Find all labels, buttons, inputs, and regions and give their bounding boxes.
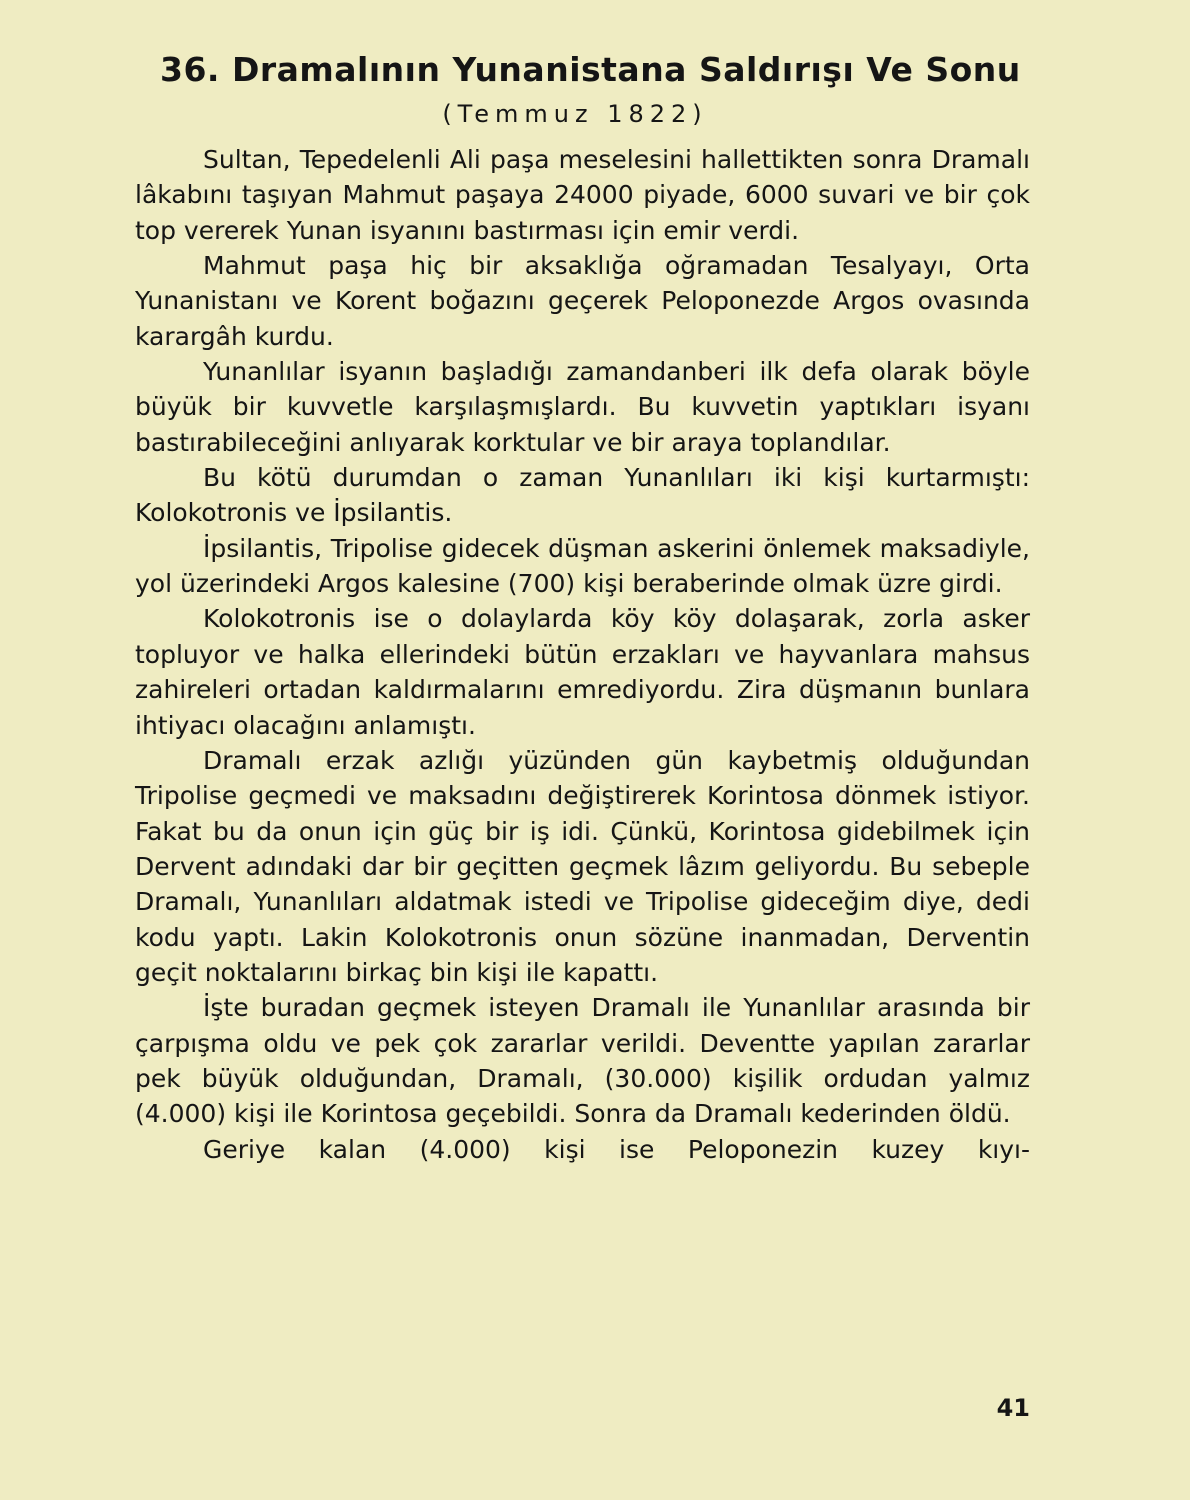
paragraph: Kolokotronis ise o dolaylarda köy köy dolaşarak, zorla asker topluyor ve halka ellerindeki bütün erzakları ve hayvanlara mahsus zahireleri ortadan kaldırmalarını emrediyordu. Zira düşmanın bunlara ihtiyacı olacağını anlamıştı. [135,604,1030,740]
chapter-title: 36. Dramalının Yunanistana Saldırışı Ve Sonu [160,50,1021,89]
paragraph: Geriye kalan (4.000) kişi ise Peloponezin kuzey kıyı- [203,1134,1030,1164]
paragraph: Bu kötü durumdan o zaman Yunanlıları iki kişi kurtarmıştı: Kolokotronis ve İpsilantis. [135,463,1030,528]
paragraph: Mahmut paşa hiç bir aksaklığa oğramadan Tesalyayı, Orta Yunanistanı ve Korent boğazını geçerek Peloponezde Argos ovasında karargâh kurdu. [135,251,1030,351]
paragraph: Dramalı erzak azlığı yüzünden gün kaybetmiş olduğundan Tripolise geçmedi ve maksadını değiştirerek Korintosa dönmek istiyor. Fakat bu da onun için güç bir iş idi. Çünkü, Korintosa gidebilmek için Dervent adındaki dar bir geçitten geçmek lâzım geliyordu. Bu sebeple Dramalı, Yunanlıları aldatmak istedi ve Tripolise gideceğim diye, dedi kodu yaptı. Lakin Kolokotronis onun sözüne inanmadan, Derventin geçit noktalarını birkaç bin kişi ile kapattı. [135,745,1030,987]
paragraph: Sultan, Tepedelenli Ali paşa meselesini hallettikten sonra Dramalı lâkabını taşıyan Mahmut paşaya 24000 piyade, 6000 suvari ve bir çok top vererek Yunan isyanını bastırması için emir verdi. [135,145,1030,245]
page-number: 41 [996,1394,1030,1422]
paragraph: İpsilantis, Tripolise gidecek düşman askerini önlemek maksadiyle, yol üzerindeki Argos kalesine (700) kişi beraberinde olmak üzre girdi. [135,533,1030,599]
paragraph: İşte buradan geçmek isteyen Dramalı ile Yunanlılar arasında bir çarpışma oldu ve pek çok zararlar verildi. Deventte yapılan zararlar pek büyük olduğundan, Dramalı, (30.000) kişilik ordudan yalmız (4.000) kişi ile Korintosa geçebildi. Sonra da Dramalı kederinden öldü. [135,993,1030,1129]
chapter-date: (Temmuz 1822) [442,100,708,128]
body-text [135,142,1030,1167]
paragraph: Yunanlılar isyanın başladığı zamandanberi ilk defa olarak böyle büyük bir kuvvetle karşılaşmışlardı. Bu kuvvetin yaptıkları isyanı bastırabileceğini anlıyarak korktular ve bir araya toplandılar. [135,357,1030,457]
